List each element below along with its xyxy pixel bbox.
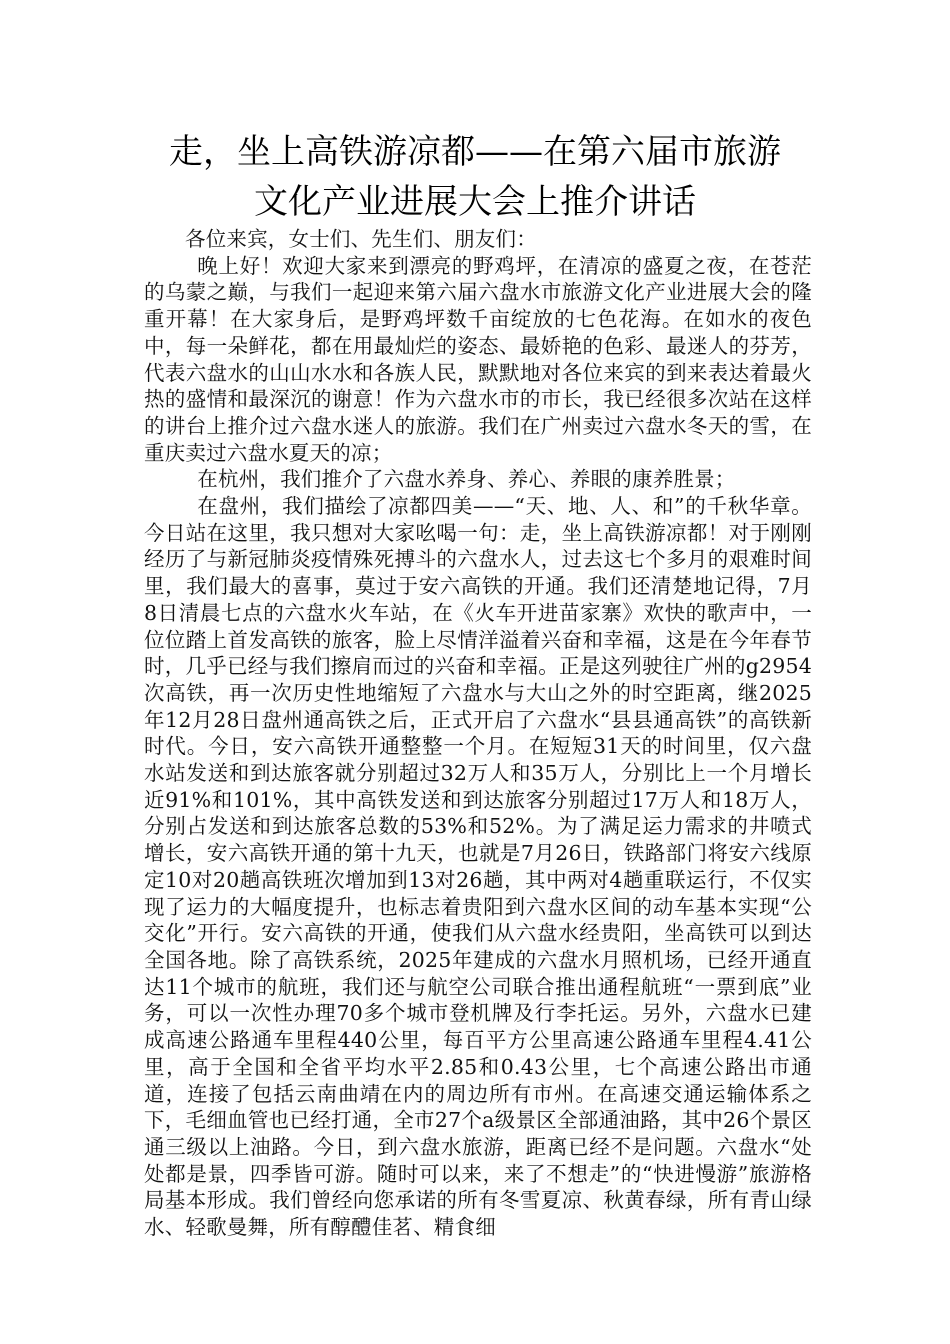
salutation: 各位来宾，女士们、先生们、朋友们： (185, 227, 537, 251)
paragraph-3: 在盘州，我们描绘了凉都四美——“天、地、人、和”的千秋华章。今日站在这里，我只想对大家吆喝一句：走，坐上高铁游凉都！对于刚刚经历了与新冠肺炎疫情殊死搏斗的六盘水人，过去这七个多月的艰难时间里，我们最大的喜事，莫过于安六高铁的开通。我们还清楚地记得，7月8日清晨七点的六盘水火车站，在《火车开进苗家寨》欢快的歌声中，一位位踏上首发高铁的旅客，脸上尽情洋溢着兴奋和幸福，这是在今年春节时，几乎已经与我们擦肩而过的兴奋和幸福。正是这列驶往广州的g2954次高铁，再一次历史性地缩短了六盘水与大山之外的时空距离，继2025年12月28日盘州通高铁之后，正式开启了六盘水“县县通高铁”的高铁新时代。今日，安六高铁开通整整一个月。在短短31天的时间里，仅六盘水站发送和到达旅客就分别超过32万人和35万人，分别比上一个月增长近91%和101%，其中高铁发送和到达旅客分别超过17万人和18万人，分别占发送和到达旅客总数的53%和52%。为了满足运力需求的井喷式增长，安六高铁开通的第十九天，也就是7月26日，铁路部门将安六线原定10对20趟高铁班次增加到13对26趟，其中两对4趟重联运行，不仅实现了运力的大幅度提升，也标志着贵阳到六盘水区间的动车基本实现“公交化”开行。安六高铁的开通，使我们从六盘水经贵阳，坐高铁可以到达全国各地。除了高铁系统，2025年建成的六盘水月照机场，已经开通直达11个城市的航班，我们还与航空公司联合推出通程航班“一票到底”业务，可以一次性办理70多个城市登机牌及行李托运。另外，六盘水已建成高速公路通车里程440公里，每百平方公里高速公路通车里程4.41公里，高于全国和全省平均水平2.85和0.43公里，七个高速公路出市通道，连接了包括云南曲靖在内的周边所有市州。在高速交通运输体系之下，毛细血管也已经打通，全市27个a级景区全部通油路，其中26个景区通三级以上油路。今日，到六盘水旅游，距离已经不是问题。六盘水“处处都是景，四季皆可游。随时可以来，来了不想走”的“快进慢游”旅游格局基本形成。我们曾经向您承诺的所有冬雪夏凉、秋黄春绿，所有青山绿水、轻歌曼舞，所有醇醴佳茗、精食细 (144, 494, 812, 1240)
document-body (144, 226, 812, 1241)
document-title-line-1: 走，坐上高铁游凉都——在第六届市旅游 (169, 132, 781, 172)
paragraph-1: 晚上好！欢迎大家来到漂亮的野鸡坪，在清凉的盛夏之夜，在苍茫的乌蒙之巅，与我们一起迎来第六届六盘水市旅游文化产业进展大会的隆重开幕！在大家身后，是野鸡坪数千亩绽放的七色花海。在如水的夜色中，每一朵鲜花，都在用最灿烂的姿态、最娇艳的色彩、最迷人的芬芳，代表六盘水的山山水水和各族人民，默默地对各位来宾的到来表达着最火热的盛情和最深沉的谢意！作为六盘水市的市长，我已经很多次站在这样的讲台上推介过六盘水迷人的旅游。我们在广州卖过六盘水冬天的雪，在重庆卖过六盘水夏天的凉； (144, 253, 812, 465)
paragraph-2: 在杭州，我们推介了六盘水养身、养心、养眼的康养胜景； (197, 467, 736, 492)
document-title-line-2: 文化产业进展大会上推介讲话 (254, 182, 696, 222)
